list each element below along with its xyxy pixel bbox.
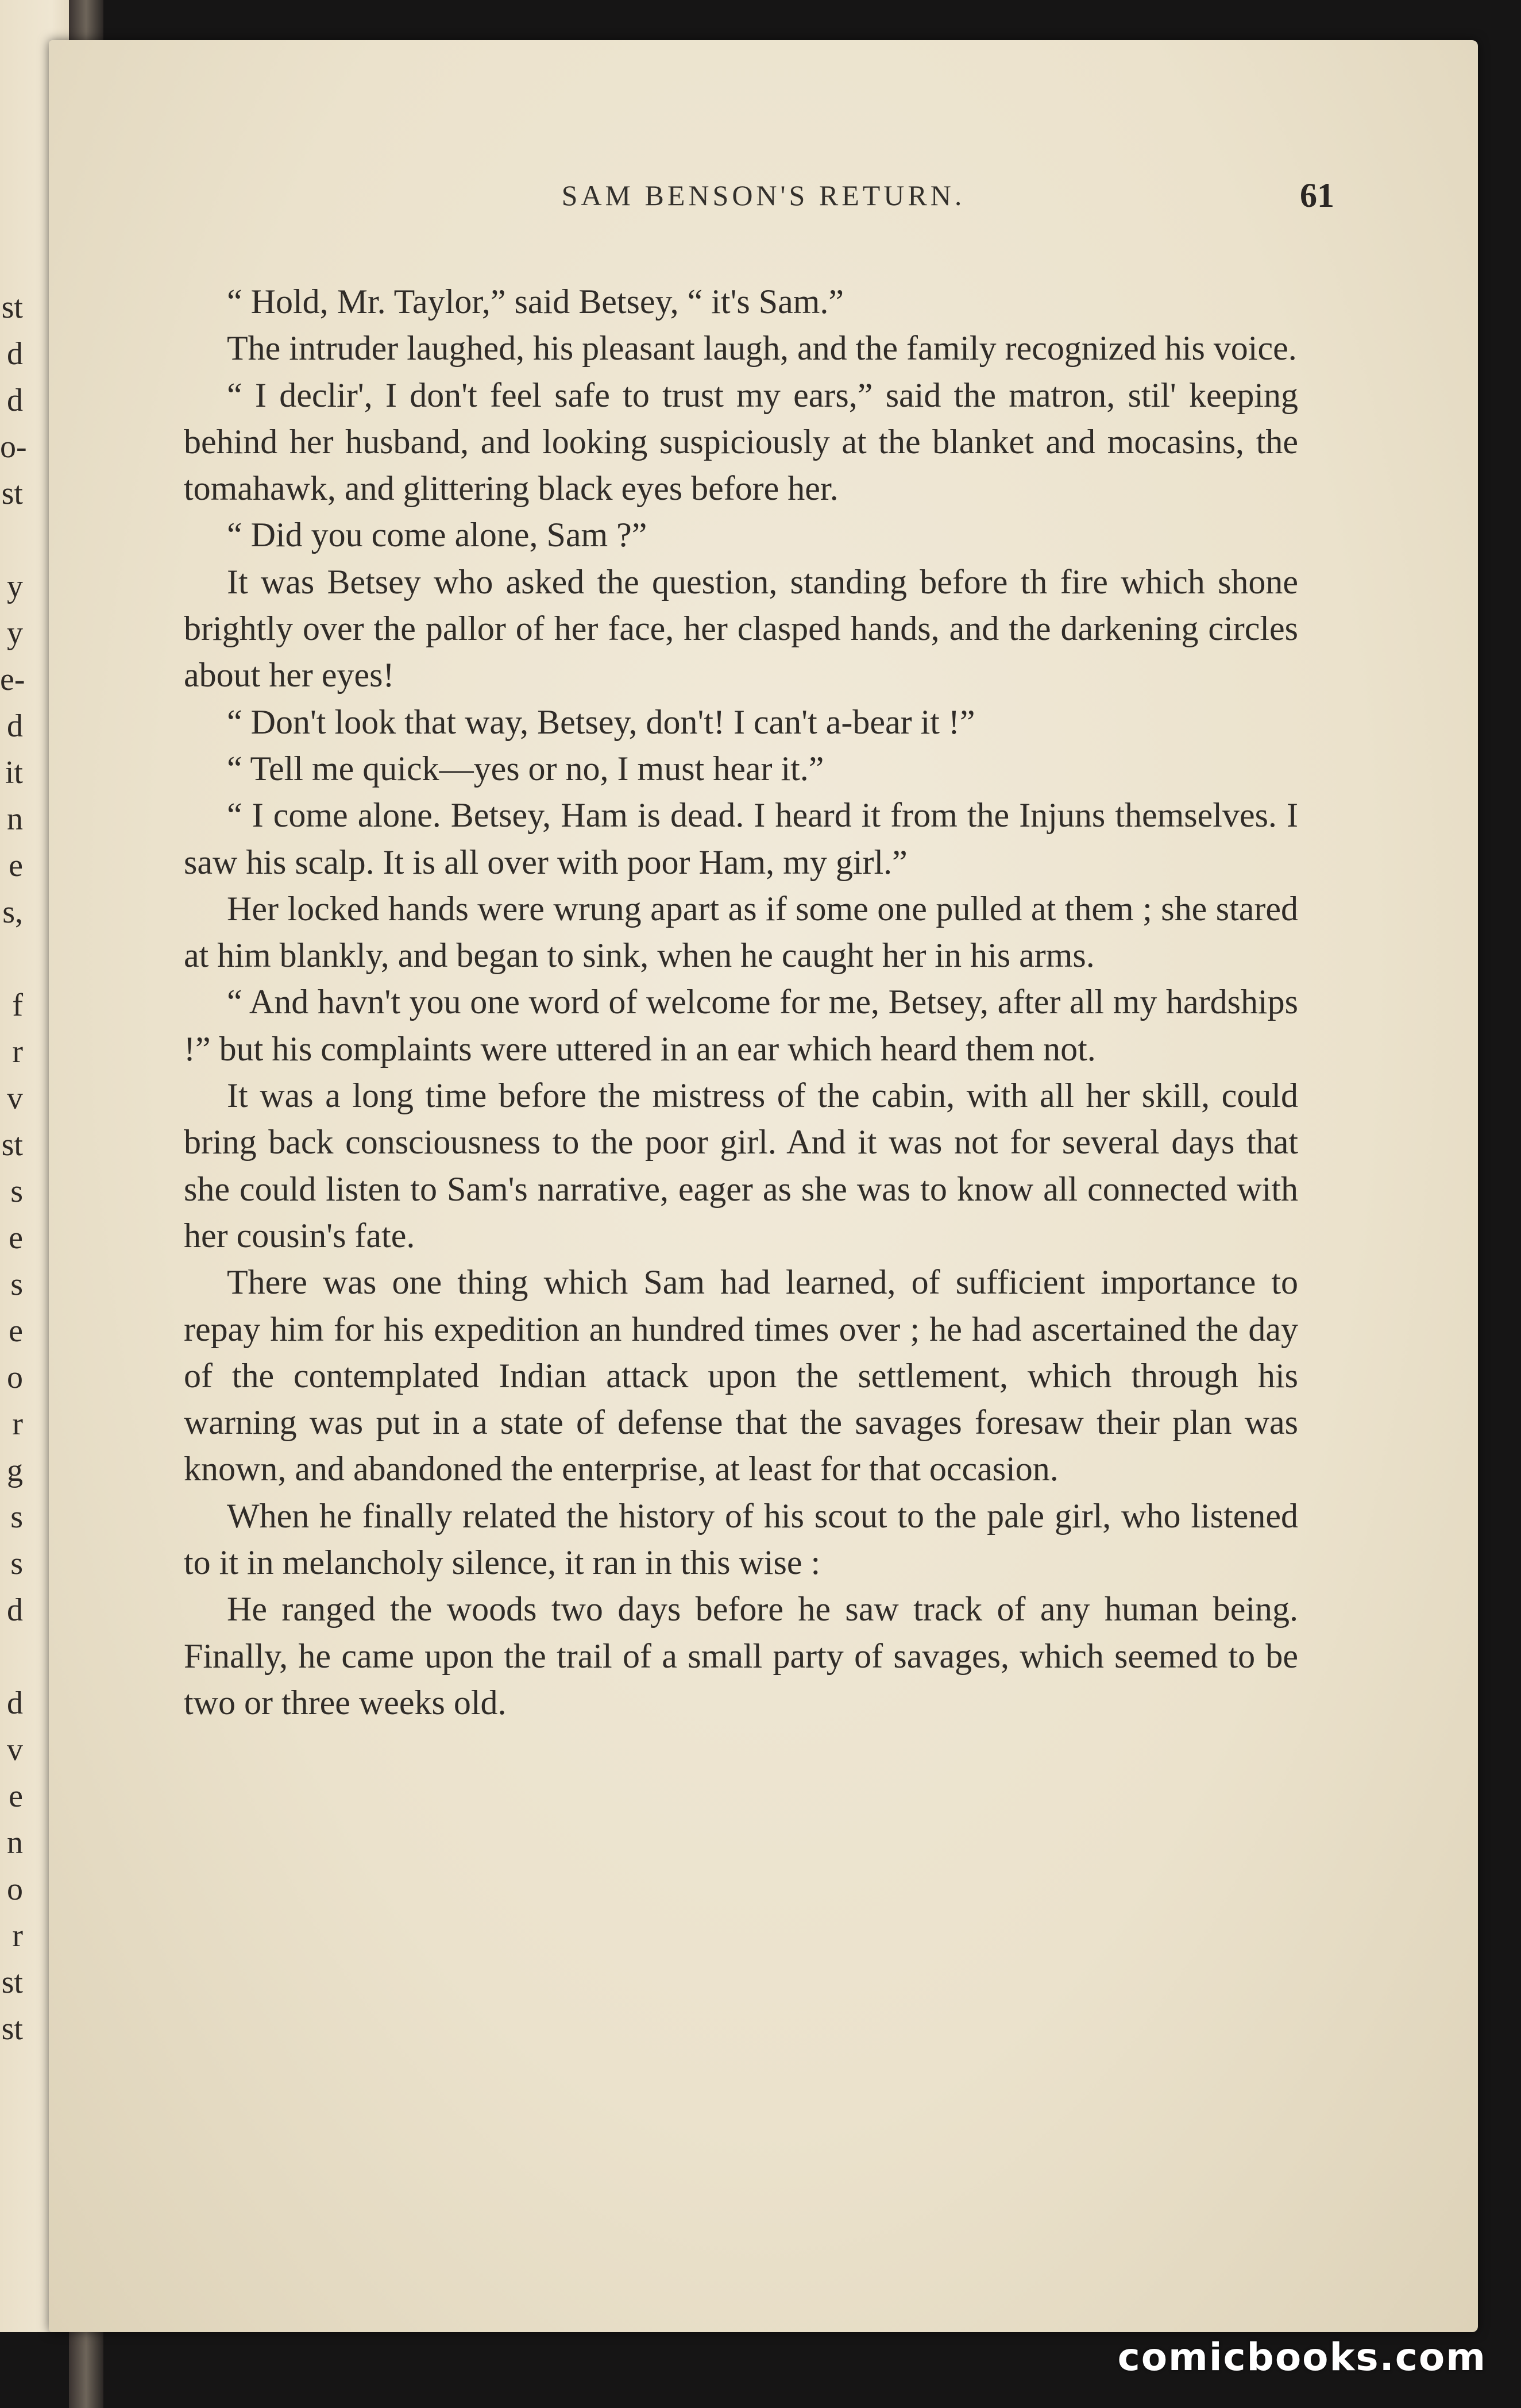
paragraph: “ Hold, Mr. Taylor,” said Betsey, “ it's Sam.”	[227, 283, 844, 321]
paragraph: “ And havn't you one word of welcome for me, Betsey, after all my hardships !” but his complaints were uttered in an ear which heard them not.	[184, 983, 1298, 1068]
previous-page-fragment: it	[5, 755, 23, 790]
previous-page-fragment: v	[7, 1080, 23, 1116]
previous-page-fragment: d	[7, 383, 23, 418]
previous-page-fragment: d	[7, 1592, 23, 1628]
previous-page-fragment: s	[10, 1267, 23, 1302]
previous-page-fragment: st	[1, 2011, 23, 2047]
paragraph: “ Tell me quick—yes or no, I must hear it.”	[227, 749, 824, 788]
paragraph: When he finally related the history of his scout to the pale girl, who listened to it in melancholy silence, it ran in this wise :	[184, 1496, 1298, 1582]
previous-page-fragment: o	[7, 1360, 23, 1395]
page-number: 61	[1300, 176, 1334, 214]
previous-page-fragment: r	[12, 1034, 23, 1070]
previous-page-fragment: n	[7, 801, 23, 837]
previous-page-fragment: e	[9, 1778, 23, 1814]
paragraph: “ I come alone. Betsey, Ham is dead. I heard it from the Injuns themselves. I saw his scalp. It is all over with poor Ham, my girl.”	[184, 796, 1298, 881]
previous-page-fragment: d	[7, 1685, 23, 1721]
previous-page-fragment: d	[7, 708, 23, 744]
running-title: SAM BENSON'S RETURN.	[561, 179, 966, 211]
previous-page-fragment: o	[7, 1871, 23, 1907]
previous-page-fragment: y	[7, 569, 23, 604]
paragraph: “ Did you come alone, Sam ?”	[227, 516, 647, 554]
paragraph: Her locked hands were wrung apart as if some one pulled at them ; she stared at him blankly, and began to sink, when he caught her in his arms.	[184, 889, 1298, 975]
paragraph: He ranged the woods two days before he saw track of any human being. Finally, he came upon the trail of a small party of savages, which seemed to be two or three weeks old.	[184, 1590, 1298, 1722]
paragraph: It was a long time before the mistress of the cabin, with all her skill, could bring back consciousness to the poor girl. And it was not for several days that she could listen to Sam's narrative, eager as she was to know all connected with her cousin's fate.	[184, 1076, 1298, 1255]
previous-page-fragment: o-	[0, 429, 27, 465]
previous-page-fragment: v	[7, 1732, 23, 1768]
paragraph: The intruder laughed, his pleasant laugh, and the family recognized his voice.	[227, 329, 1297, 368]
previous-page-fragment: s	[10, 1546, 23, 1581]
previous-page-fragment: s	[10, 1499, 23, 1535]
previous-page-fragment: e	[9, 1313, 23, 1349]
previous-page-fragment: e-	[0, 662, 25, 697]
paragraph: “ Don't look that way, Betsey, don't! I can't a-bear it !”	[227, 703, 975, 741]
previous-page-fragment: r	[12, 1918, 23, 1954]
previous-page-fragment: d	[7, 336, 23, 372]
previous-page-fragment: g	[7, 1453, 23, 1488]
previous-page-fragment: n	[7, 1825, 23, 1861]
book-page	[49, 40, 1478, 2332]
paragraph: There was one thing which Sam had learned, of sufficient importance to repay him for his expedition an hundred times over ; he had ascertained the day of the contemplated Indian attack upon the settlement, which through his warning was put in a state of defense that the savages foresaw their plan was known, and abandoned the enterprise, at least for that occasion.	[184, 1263, 1298, 1488]
previous-page-fragment: st	[1, 290, 23, 325]
site-watermark: comicbooks.com	[1117, 2335, 1487, 2379]
previous-page-fragment: e	[9, 848, 23, 883]
previous-page-fragment: y	[7, 615, 23, 651]
paragraph: It was Betsey who asked the question, standing before th fire which shone brightly over the pallor of her face, her clasped hands, and the darkening circles about her eyes!	[184, 562, 1298, 694]
previous-page-fragment: st	[1, 1127, 23, 1163]
body-text	[184, 279, 1298, 1726]
running-head	[49, 169, 1478, 221]
previous-page-fragment: s	[10, 1174, 23, 1209]
previous-page-fragment: s,	[2, 894, 23, 930]
previous-page-fragment: f	[12, 987, 23, 1023]
previous-page-fragment: e	[9, 1220, 23, 1256]
paragraph: “ I declir', I don't feel safe to trust my ears,” said the matron, stil' keeping behind her husband, and looking suspiciously at the blanket and mocasins, the tomahawk, and glittering black eyes before her.	[184, 376, 1298, 508]
previous-page-fragment: st	[1, 1965, 23, 2000]
previous-page-fragment: r	[12, 1406, 23, 1442]
previous-page-fragment: st	[1, 476, 23, 511]
